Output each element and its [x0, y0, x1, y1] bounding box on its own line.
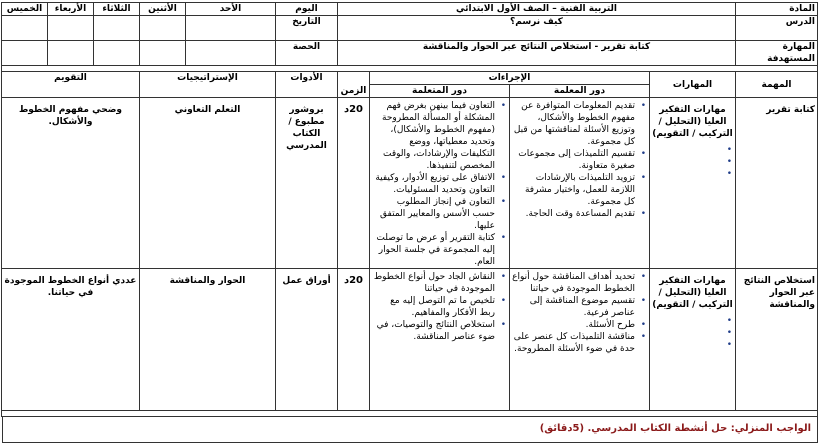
- col-evaluation: التقويم: [1, 72, 139, 98]
- date-cell-sunday: [185, 16, 275, 41]
- list-item: • النقاش الجاد حول أنواع الخطوط الموجودة في حياتنا: [372, 271, 497, 295]
- task-cell: استخلاص النتائج عبر الحوار والمناقشة: [736, 269, 818, 411]
- day-tuesday: الثلاثاء: [93, 3, 139, 16]
- lesson-value: كيف نرسم؟: [337, 16, 735, 41]
- list-item: • تلخيص ما تم التوصل إليه مع ربط الأفكار والمفاهيم.: [372, 295, 497, 319]
- lesson-label: الدرس: [736, 16, 818, 41]
- list-item: • طرح الأسئلة.: [512, 319, 637, 331]
- list-item: [652, 315, 723, 327]
- list-item: [652, 144, 723, 156]
- col-skills: المهارات: [650, 72, 736, 98]
- skills-bullets: [652, 144, 733, 180]
- task-cell: كتابة تقرير: [736, 98, 818, 269]
- date-cell-wednesday: [47, 16, 93, 41]
- skills-text: مهارات التفكير العليا (التحليل / التركيب / التقويم): [652, 105, 733, 139]
- list-item: • التعاون فيما بينهن بغرض فهم المشكلة أو المسألة المطروحة (مفهوم الخطوط والأشكال)، وتحديد معطياتها، ووضع التكليفات والإرشادات، والوقت المخصص لتنفيذها.: [372, 100, 497, 172]
- subject-value: التربية الفنية – الصف الأول الابتدائي: [337, 3, 735, 16]
- homework-bar: الواجب المنزلي: حل أنشطة الكتاب المدرسي. (5دقائق): [2, 417, 818, 443]
- col-strategies: الإستراتيجيات: [139, 72, 275, 98]
- teacher-role-cell: [510, 269, 650, 411]
- period-cell-thursday: [1, 41, 47, 66]
- student-role-cell: [370, 269, 510, 411]
- list-item: • الاتفاق على توزيع الأدوار، وكيفية التعاون وتحديد المسئوليات.: [372, 172, 497, 196]
- list-item: [652, 327, 723, 339]
- teacher-role-list: [512, 271, 647, 355]
- date-cell-monday: [139, 16, 185, 41]
- period-cell-tuesday: [93, 41, 139, 66]
- list-item: • تقسيم التلميذات إلى مجموعات صغيرة متعاونة.: [512, 148, 637, 172]
- list-item: • تقديم المساعدة وقت الحاجة.: [512, 208, 637, 220]
- section-divider: [1, 411, 817, 417]
- date-cell-tuesday: [93, 16, 139, 41]
- day-thursday: الخميس: [1, 3, 47, 16]
- list-item: • مناقشة التلميذات كل عنصر على حدة في ضوء الأسئلة المطروحة.: [512, 331, 637, 355]
- time-cell: 20د: [337, 98, 369, 269]
- day-wednesday: الأربعاء: [47, 3, 93, 16]
- date-label: التاريخ: [275, 16, 337, 41]
- period-cell-monday: [139, 41, 185, 66]
- lesson-plan-table: [1, 2, 818, 417]
- list-item: • تقسيم موضوع المناقشة إلى عناصر فرعية.: [512, 295, 637, 319]
- list-item: [652, 168, 723, 180]
- date-cell-thursday: [1, 16, 47, 41]
- student-role-list: [372, 100, 507, 268]
- teacher-role-list: [512, 100, 647, 220]
- tools-cell: أوراق عمل: [275, 269, 337, 411]
- list-item: [652, 156, 723, 168]
- day-monday: الأثنين: [139, 3, 185, 16]
- col-task: المهمة: [736, 72, 818, 98]
- strategy-cell: الحوار والمناقشة: [139, 269, 275, 411]
- student-role-list: [372, 271, 507, 343]
- list-item: • كتابة التقرير أو عرض ما توصلت إليه المجموعة في جلسة الحوار العام.: [372, 232, 497, 268]
- skills-cell: [650, 269, 736, 411]
- skills-text: مهارات التفكير العليا (التحليل / التركيب / التقويم): [652, 276, 733, 310]
- period-cell-wednesday: [47, 41, 93, 66]
- col-procedures: الإجراءات: [370, 72, 650, 85]
- list-item: • التعاون في إنجاز المطلوب حسب الأسس والمعايير المتفق عليها.: [372, 196, 497, 232]
- evaluation-cell: وضحي مفهوم الخطوط والأشكال.: [1, 98, 139, 269]
- col-student-role: دور المتعلمة: [370, 85, 510, 98]
- day-label: اليوم: [275, 3, 337, 16]
- strategy-cell: التعلم التعاوني: [139, 98, 275, 269]
- day-sunday: الأحد: [185, 3, 275, 16]
- list-item: • تزويد التلميذات بالإرشادات اللازمة للعمل، واختيار مشرفة كل مجموعة.: [512, 172, 637, 208]
- col-time: الزمن: [337, 72, 369, 98]
- subject-label: المادة: [736, 3, 818, 16]
- col-teacher-role: دور المعلمة: [510, 85, 650, 98]
- list-item: • استخلاص النتائج والتوصيات، في ضوء عناصر المناقشة.: [372, 319, 497, 343]
- teacher-role-cell: [510, 98, 650, 269]
- tools-cell: بروشور مطبوع / الكتاب المدرسي: [275, 98, 337, 269]
- evaluation-cell: عددي أنواع الخطوط الموجودة في حياتنا.: [1, 269, 139, 411]
- time-cell: 20د: [337, 269, 369, 411]
- list-item: • تحديد أهداف المناقشة حول أنواع الخطوط الموجودة في حياتنا: [512, 271, 637, 295]
- period-cell-sunday: [185, 41, 275, 66]
- skill-label: المهارة المستهدفة: [736, 41, 818, 66]
- skills-cell: [650, 98, 736, 269]
- list-item: • تقديم المعلومات المتوافرة عن مفهوم الخطوط والأشكال، وتوزيع الأسئلة لمناقشتها من قبل كل مجموعة.: [512, 100, 637, 148]
- skills-bullets: [652, 315, 733, 351]
- skill-value: كتابة تقرير - استخلاص النتائج عبر الحوار والمناقشة: [337, 41, 735, 66]
- col-tools: الأدوات: [275, 72, 337, 98]
- lesson-plan-page: [2, 2, 818, 434]
- student-role-cell: [370, 98, 510, 269]
- list-item: [652, 339, 723, 351]
- period-label: الحصة: [275, 41, 337, 66]
